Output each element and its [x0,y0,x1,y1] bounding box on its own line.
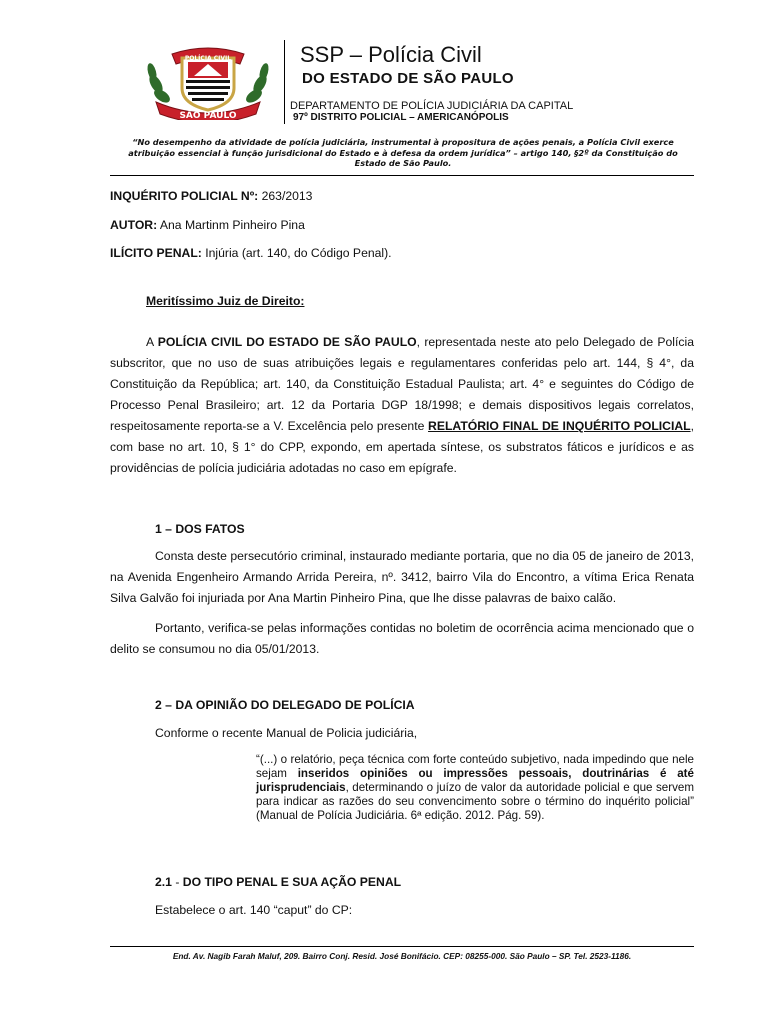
section21-title: DO TIPO PENAL E SUA AÇÃO PENAL [182,875,402,889]
citation-text-c: , determinando o juízo de valor da autoridade policial e que servem para indicar as razões do seu convencimento sobre o término do inquérito policial” (Manual de Polícia Judiciária. 6ª edição. 2012. Pág. 59). [256,780,694,822]
inquiry-number [110,189,312,203]
author-line [110,218,305,232]
manual-citation [256,753,694,823]
offense-value: Injúria (art. 140, do Código Penal). [201,246,392,260]
header-subtitle: DO ESTADO DE SÃO PAULO [302,70,514,87]
intro-text-e: , com base no art. 10, § 1° do CPP, expondo, em apertada síntese, os substratos fáticos e jurídicos e as providências de polícia judiciária adotadas no caso em epígrafe. [110,419,694,475]
header-department: DEPARTAMENTO DE POLÍCIA JUDICIÁRIA DA CAPITAL [290,100,574,112]
footer-divider [110,946,694,947]
section21-paragraph1: Estabelece o art. 140 “caput” do CP: [155,903,353,917]
inquiry-value: 263/2013 [258,189,313,203]
footer-address: End. Av. Nagib Farah Maluf, 209. Bairro Conj. Resid. José Bonifácio. CEP: 08255-000. São Paulo – SP. Tel. 2523-1186. [172,951,632,961]
section2-heading: 2 – DA OPINIÃO DO DELEGADO DE POLÍCIA [155,698,415,712]
author-value: Ana Martinm Pinheiro Pina [157,218,305,232]
intro-report-title: RELATÓRIO FINAL DE INQUÉRITO POLICIAL [428,419,691,433]
header-constitution-quote: “No desempenho da atividade de polícia judiciária, instrumental à propositura de ações penais, a Polícia Civil exerce atribuição essencial à função jurisdicional do Estado e à defesa da ordem jurídica” – artigo 140, §2º da Constituição do Estado de São Paulo. [128,137,678,168]
offense-line [110,246,392,260]
intro-police-name: POLÍCIA CIVIL DO ESTADO DE SÃO PAULO [157,335,417,349]
emblem-bottom-text: SÃO PAULO [179,111,237,120]
section2-paragraph1: Conforme o recente Manual de Policia judiciária, [155,726,418,740]
inquiry-label: INQUÉRITO POLICIAL Nº: [110,189,259,203]
citation-emphasis: inseridos opiniões ou impressões pessoais, doutrinárias é até jurisprudenciais [256,766,694,794]
intro-text-c: , representada neste ato pelo Delegado de Polícia subscritor, que no uso de suas atribuições legais e regulamentares conferidas pelo art. 144, § 4°, da Constituição da República; art. 140, da Constituição Estadual Paulista; art. 4° e seguintes do Código de Processo Penal Brasileiro; art. 12 da Portaria DGP 18/1998; e demais dispositivos legais correlatos, respeitosamente reporta-se a V. Excelência pelo presente [110,335,694,433]
header-divider [110,175,694,176]
citation-text-a: “(...) o relatório, peça técnica com forte conteúdo subjetivo, nada impedindo que nele sejam [256,753,694,780]
section21-separator: - [171,875,183,889]
emblem-top-text: POLÍCIA CIVIL [184,55,232,62]
header-district: 97º DISTRITO POLICIAL – AMERICANÓPOLIS [293,112,509,123]
header-vertical-rule [284,40,285,124]
section1-paragraph1: Consta deste persecutório criminal, instaurado mediante portaria, que no dia 05 de janeiro de 2013, na Avenida Engenheiro Armando Arrida Pereira, nº. 3412, bairro Vila do Encontro, a vítima Erica Renata Silva Galvão foi injuriada por Ana Martin Pinheiro Pina, que lhe disse palavras de baixo calão. [110,549,694,605]
header-title: SSP – Polícia Civil [300,42,482,67]
section21-number: 2.1 [155,875,172,889]
offense-label: ILÍCITO PENAL: [110,246,202,260]
salutation: Meritíssimo Juiz de Direito: [146,294,305,308]
policia-civil-emblem [142,44,274,120]
author-label: AUTOR: [110,218,158,232]
intro-text-a: A [146,335,158,349]
section1-heading: 1 – DOS FATOS [155,522,245,536]
section1-paragraph2: Portanto, verifica-se pelas informações contidas no boletim de ocorrência acima mencionado que o delito se consumou no dia 05/01/2013. [110,621,694,656]
section21-heading [155,875,401,889]
intro-paragraph [110,332,694,479]
